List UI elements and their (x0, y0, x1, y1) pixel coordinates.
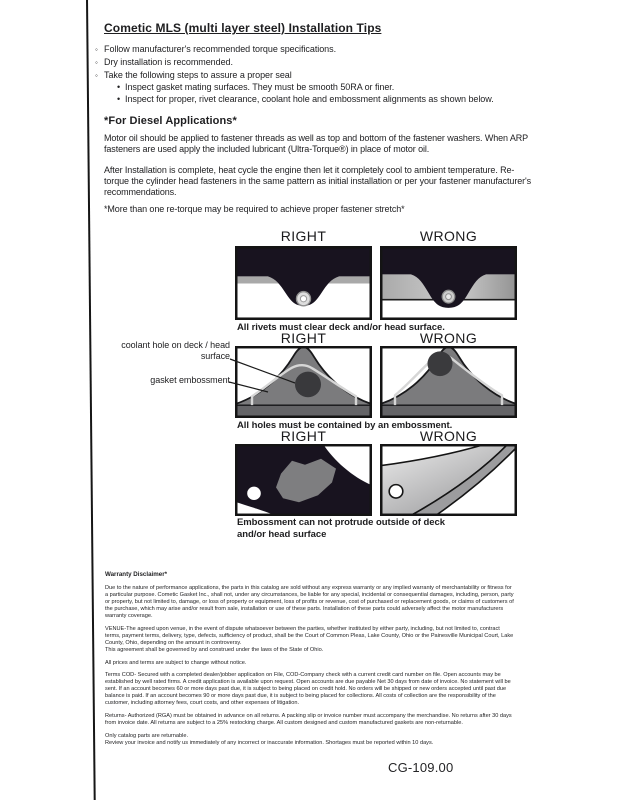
bolt-hole-glyph (389, 485, 403, 498)
list-item (95, 94, 540, 106)
diesel-paragraph: Motor oil should be applied to fastener threads as well as top and bottom of the fastener washers. When ARP fasteners are used apply the included lubricant (Ultra-Torque®) in place of motor oil. (104, 133, 528, 154)
warranty-disclaimer (105, 572, 515, 747)
coolant-hole-glyph (428, 351, 453, 376)
circle-bullet-icon: ◦ (95, 45, 98, 54)
list-item (95, 69, 540, 82)
coolant-hole-label: coolant hole on deck / head surface (121, 340, 230, 361)
diesel-paragraph: After Installation is complete, heat cycle the engine then let it completely cool to ambient temperature. Re-torque the cylinder head fasteners in the same pattern as initial installation or per your fastener manufacturer's recommendations. (104, 165, 532, 197)
figure1-caption: All rivets must clear deck and/or head surface. (237, 322, 445, 333)
list-item-text: Follow manufacturer's recommended torque specifications. (104, 44, 337, 54)
figure2-wrong-label: WRONG (419, 330, 478, 346)
dot-bullet-icon: • (117, 93, 121, 104)
warranty-paragraph: Due to the nature of performance applications, the parts in this catalog are sold without any express warranty or any implied warranty of merchantability or fitness for a particular purpose. Cometic Gasket Inc., shall not, under any circumstances, be liable for any special, incidental or consequential damages, including, person, party or property, but not limited to, damage, or loss of property or equipment, loss of profits or revenue, cost of purchased or replacement goods, or claims of customers of the purchase, which may arise and/or result from sale, installation or use of these parts. Installation of these parts could adversely affect the motor manufacturers warranty coverage. (105, 584, 514, 619)
list-item-text: Dry installation is recommended. (104, 57, 233, 67)
figure3-caption: Embossment can not protrude outside of deck and/or head surface (237, 517, 445, 540)
circle-bullet-icon: ◦ (95, 58, 98, 67)
figure1-wrong-label: WRONG (419, 228, 478, 244)
warranty-paragraph: This agreement shall be governed by and construed under the laws of the State of Ohio. (105, 646, 324, 653)
figure3-wrong-label: WRONG (419, 428, 478, 444)
embossment-protrusion-wrong-diagram (380, 444, 517, 516)
page-title: Cometic MLS (multi layer steel) Installation Tips (104, 21, 382, 35)
gasket-embossment-label: gasket embossment (150, 375, 230, 385)
warranty-paragraph: Only catalog parts are returnable. (105, 733, 189, 740)
warranty-heading: Warranty Disclaimer* (105, 571, 168, 578)
circle-bullet-icon: ◦ (95, 71, 98, 80)
warranty-paragraph: Terms COD- Secured with a completed dealer/jobber application on File, COD-Company check with a current credit card number on file. Open accounts may be established by well rated firms. A credit application is available upon request. Open accounts are due payable Net 30 days from date of invoice. No statement will be sent. If an account becomes 60 or more days past due, it is subject to being placed on credit hold. No orders will be shipped or new orders accepted until past due balance is paid. If an account becomes 90 or more days past due, it is subject to being placed for collections. All costs of collection are the responsibility of the customer, including attorney fees, court costs, and other expenses of litigation. (105, 672, 511, 707)
rivet-clearance-right-diagram (235, 246, 372, 320)
list-item-text: Inspect gasket mating surfaces. They must be smooth 50RA or finer. (125, 82, 395, 92)
figure3-right-label: RIGHT (280, 428, 327, 444)
warranty-paragraph: Returns- Authorized (RGA) must be obtained in advance on all returns. A packing slip or invoice number must accompany the merchandise. No returns after 30 days from invoice date. All returns are subject to a 25% restocking charge. All custom designed and custom manufactured gaskets are non-returnable. (105, 713, 512, 727)
list-item (95, 56, 540, 69)
embossment-protrusion-right-diagram (235, 444, 372, 516)
warranty-paragraph: Review your invoice and notify us immediately of any incorrect or inaccurate information. Shortages must be reported within 10 days. (105, 740, 434, 747)
list-item (95, 43, 540, 56)
figure2-annotations (116, 340, 230, 386)
bolt-hole-glyph (247, 487, 261, 500)
list-item-text: Take the following steps to assure a proper seal (104, 70, 292, 80)
retorque-note: *More than one re-torque may be required to achieve proper fastener stretch* (104, 204, 405, 214)
warranty-paragraph: VENUE-The agreed upon venue, in the event of dispute whatsoever between the parties, whether instituted by either party, including, but not limited to, contract terms, payment terms, delivery, type, defects, sufficiency of product, shall be the Court of Common Pleas, Lake County, Ohio or the Painesville Municipal Court, Lake County, Ohio, depending on the amount in controversy. (105, 625, 514, 646)
rivet-clearance-wrong-diagram (380, 246, 517, 320)
figure2-right-label: RIGHT (280, 330, 327, 346)
page-code: CG-109.00 (388, 760, 454, 775)
figure1-right-label: RIGHT (280, 228, 327, 244)
figure2-caption: All holes must be contained by an embossment. (237, 420, 453, 431)
installation-tips-list (95, 43, 540, 105)
annotation-leader-lines (229, 351, 309, 397)
page-edge-line (86, 0, 95, 800)
dot-bullet-icon: • (117, 82, 121, 92)
diesel-applications-heading: *For Diesel Applications* (104, 115, 237, 127)
embossment-containment-wrong-diagram (380, 346, 517, 418)
list-item (95, 82, 540, 94)
warranty-paragraph: All prices and terms are subject to change without notice. (105, 659, 247, 666)
list-item-text: Inspect for proper, rivet clearance, coolant hole and embossment alignments as shown below. (125, 93, 494, 104)
